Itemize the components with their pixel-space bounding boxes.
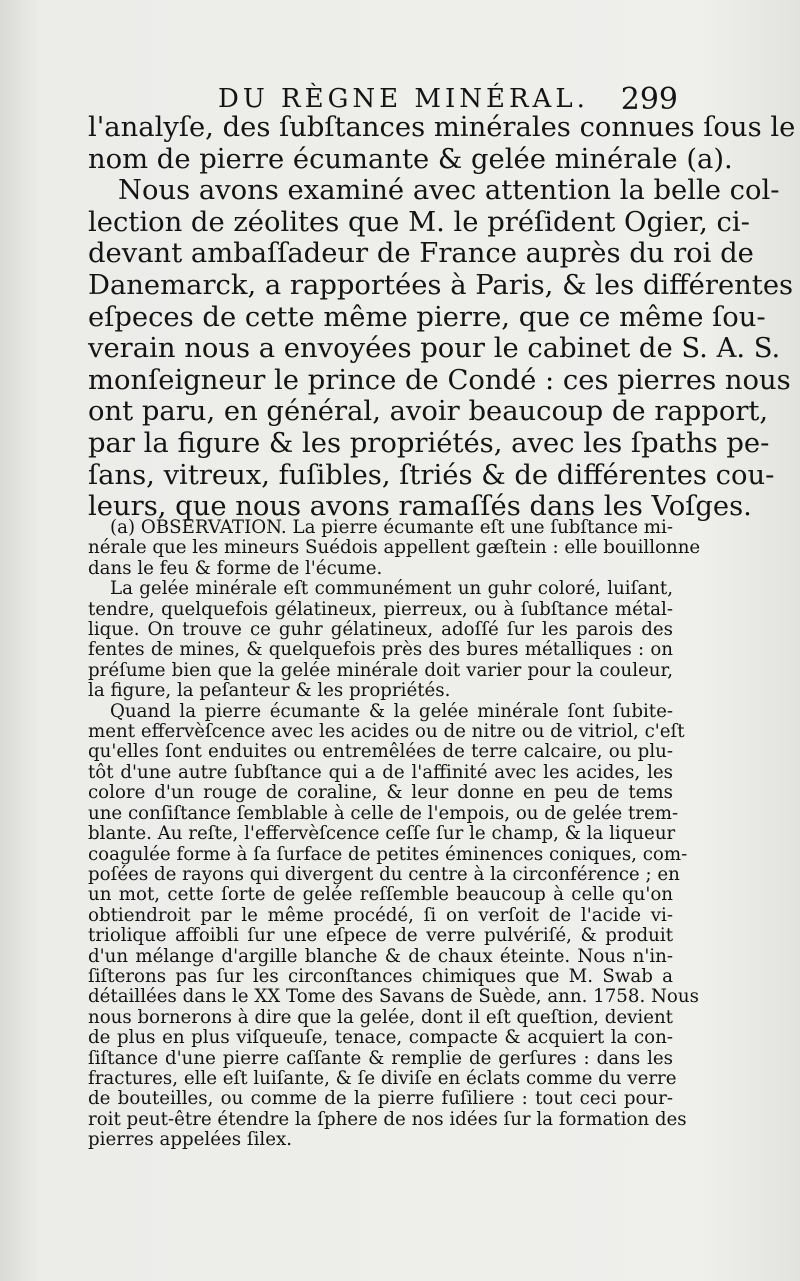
text-line: ſans, vitreux, fuſibles, ſtriés & de différentes cou-	[88, 459, 775, 491]
page-number: 299	[620, 82, 678, 117]
note-line: roit peut-être étendre la ſphere de nos idées ſur la formation des	[88, 1108, 687, 1130]
note-line: fentes de mines, & quelquefois près des bures métalliques : on	[88, 639, 673, 661]
note-line: blante. Au reſte, l'effervèſcence ceſſe ſur le champ, & la liqueur	[88, 823, 676, 845]
text-line: Nous avons examiné avec attention la belle col-	[118, 175, 780, 207]
text-line: lection de zéolites que M. le préſident Ogier, ci-	[88, 206, 750, 238]
note-line: de bouteilles, ou comme de la pierre fuſiliere : tout ceci pour-	[88, 1088, 673, 1110]
text-line: l'analyſe, des ſubſtances minérales connues ſous le	[88, 112, 796, 143]
note-line: tendre, quelquefois gélatineux, pierreux, ou à ſubſtance métal-	[88, 598, 673, 620]
text-line: eſpeces de cette même pierre, que ce même ſou-	[88, 301, 766, 333]
note-line: obtiendroit par le même procédé, ſi on verſoit de l'acide vi-	[88, 904, 673, 926]
text-line: Danemarck, a rapportées à Paris, & les différentes	[88, 269, 794, 301]
note-line: de plus en plus viſqueuſe, tenace, compacte & acquiert la con-	[88, 1027, 673, 1049]
note-line: détaillées dans le XX Tome des Savans de Suède, ann. 1758. Nous	[88, 986, 699, 1008]
note-line: pierres appelées ſilex.	[88, 1129, 293, 1151]
note-line: La gelée minérale eſt communément un guhr coloré, luiſant,	[110, 578, 673, 600]
note-line: une conſiſtance ſemblable à celle de l'empois, ou de gelée trem-	[88, 802, 679, 824]
running-head: DU RÈGNE MINÉRAL.	[218, 84, 589, 114]
text-line: par la figure & les propriétés, avec les ſpaths pe-	[88, 427, 770, 459]
note-line: nérale que les mineurs Suédois appellent gæſtein : elle bouillonne	[88, 537, 701, 559]
note-line: qu'elles ſont enduites ou entremêlées de terre calcaire, ou plu-	[88, 741, 673, 763]
note-line: ſiſtance d'une pierre caſſante & remplie de gerſures : dans les	[88, 1047, 673, 1069]
text-line: devant ambaſſadeur de France auprès du roi de	[88, 238, 754, 270]
note-line: un mot, cette ſorte de gelée reſſemble beaucoup à celle qu'on	[88, 884, 673, 906]
note-line: triolique affoibli ſur une eſpece de verre pulvériſé, & produit	[88, 925, 673, 947]
note-line: fractures, elle eſt luiſante, & ſe diviſe en éclats comme du verre	[88, 1067, 677, 1089]
note-line: coagulée forme à ſa ſurface de petites éminences coniques, com-	[88, 843, 688, 865]
note-line: d'un mélange d'argille blanche & de chaux éteinte. Nous n'in-	[88, 945, 673, 967]
note-line: nous bornerons à dire que la gelée, dont il eſt queſtion, devient	[88, 1006, 673, 1028]
note-line: dans le feu & forme de l'écume.	[88, 557, 383, 579]
text-line: leurs, que nous avons ramaſſés dans les Voſges.	[88, 491, 752, 523]
main-text	[88, 112, 796, 523]
note-line: (a) OBSERVATION. La pierre écumante eſt une ſubſtance mi-	[110, 517, 673, 538]
note-line: la figure, la peſanteur & les propriétés.	[88, 680, 451, 702]
note-line: préſume bien que la gelée minérale doit varier pour la couleur,	[88, 659, 673, 681]
text-line: monſeigneur le prince de Condé : ces pierres nous	[88, 364, 791, 396]
footnote	[88, 517, 701, 1151]
text-line: verain nous a envoyées pour le cabinet de S. A. S.	[88, 333, 781, 365]
note-line: tôt d'une autre ſubſtance qui a de l'affinité avec les acides, les	[88, 761, 673, 783]
note-line: lique. On trouve ce guhr gélatineux, adoſſé ſur les parois des	[88, 619, 673, 641]
note-line: poſées de rayons qui divergent du centre à la circonférence ; en	[88, 863, 680, 885]
text-line: ont paru, en général, avoir beaucoup de rapport,	[88, 396, 769, 428]
note-line: colore d'un rouge de coraline, & leur donne en peu de tems	[88, 782, 673, 804]
note-line: ment effervèſcence avec les acides ou de nitre ou de vitriol, c'eſt	[88, 721, 685, 743]
note-line: ſiſterons pas ſur les circonſtances chimiques que M. Swab a	[88, 965, 673, 987]
note-line: Quand la pierre écumante & la gelée minérale ſont ſubite-	[110, 700, 673, 722]
text-line: nom de pierre écumante & gelée minérale (a).	[88, 143, 733, 175]
